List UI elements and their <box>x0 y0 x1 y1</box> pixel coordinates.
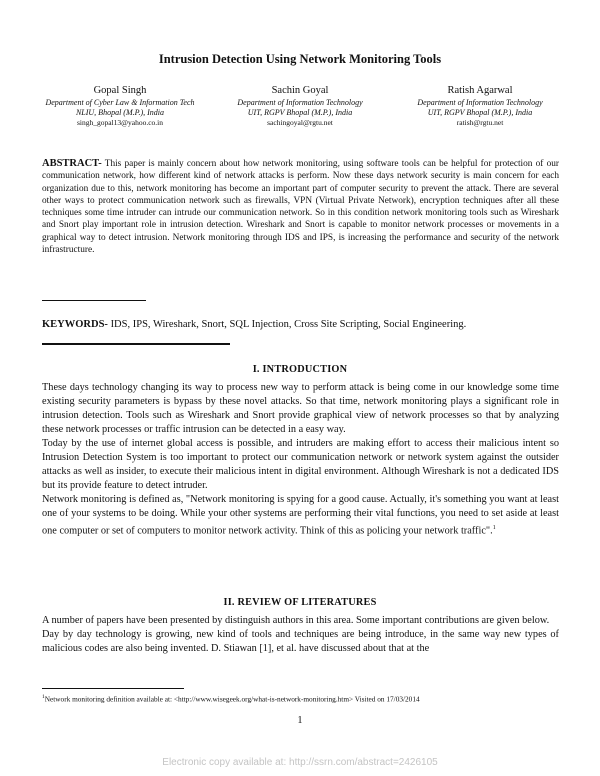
abstract-label: ABSTRACT- <box>42 158 102 169</box>
author-3 <box>390 84 570 128</box>
keywords-label: KEYWORDS- <box>42 319 108 330</box>
author-block <box>30 84 570 128</box>
author-dept: Department of Information Technology <box>417 98 543 107</box>
keywords <box>42 319 562 330</box>
author-2 <box>210 84 390 128</box>
divider-thick <box>42 343 230 345</box>
author-institution: UIT, RGPV Bhopal (M.P.), India <box>427 108 533 117</box>
footnote-ref: 1 <box>492 525 496 531</box>
author-email: ratish@rgtu.net <box>456 118 504 127</box>
author-name: Ratish Agarwal <box>447 85 513 96</box>
section-introduction-body <box>42 381 559 538</box>
footnote-mark: 1 <box>42 694 45 700</box>
author-name: Sachin Goyal <box>271 85 329 96</box>
footnote-text: Network monitoring definition available at: <http://www.wisegeek.org/what-is-network-monitoring.htm> Visited on 17/03/2014 <box>44 694 420 704</box>
paragraph-text: Network monitoring is defined as, "Network monitoring is spying for a good cause. Actually, it's something you want at least one of your systems to be doing. While your other systems are performing their vital functions, you need to set aside at least one computer or set of computers to monitor network activity. Think of this as policing your network traffic". <box>42 494 559 537</box>
author-1 <box>30 84 210 128</box>
author-dept: Department of Cyber Law & Information Tech <box>45 98 195 107</box>
author-email: sachingoyal@rgtu.net <box>267 118 333 127</box>
divider-short <box>42 300 146 301</box>
author-name: Gopal Singh <box>93 85 147 96</box>
paragraph <box>42 493 559 538</box>
keywords-text: IDS, IPS, Wireshark, Snort, SQL Injection, Cross Site Scripting, Social Engineering. <box>107 319 467 330</box>
section-review-body <box>42 614 559 656</box>
author-email: singh_gopal13@yahoo.co.in <box>76 118 164 127</box>
paragraph: These days technology changing its way to process new way to perform attack is being come in our knowledge some time existing security parameters is bypass by these novel attacks. So that time, network monitoring plays a significant role in intrusion detection. Tools such as Wireshark and Snort provide graphical view of network processes so that by analyzing these network processes or traffic intrusion can be detected in a easy way. <box>42 382 559 435</box>
footnote <box>42 694 562 703</box>
paragraph: A number of papers have been presented by distinguish authors in this area. Some important contributions are given below. <box>42 615 550 626</box>
abstract <box>42 158 559 256</box>
paper-title: Intrusion Detection Using Network Monitoring Tools <box>158 52 442 66</box>
section-heading-introduction: I. INTRODUCTION <box>252 364 348 375</box>
page-number: 1 <box>297 715 303 726</box>
section-heading-review: II. REVIEW OF LITERATURES <box>223 597 377 608</box>
paragraph: Today by the use of internet global access is possible, and intruders are making effort to access their malicious intent so Intrusion Detection System is too important to protect our communication network or network system against the outsider attacks as well as insider, to execute their malicious intent in digital environment. Although Wireshark is not a dedicated IDS but its provide feature to detect intruder. <box>42 438 559 491</box>
author-institution: NLIU, Bhopal (M.P.), India <box>75 108 165 117</box>
ssrn-watermark[interactable]: Electronic copy available at: http://ssrn.com/abstract=2426105 <box>162 757 438 768</box>
author-dept: Department of Information Technology <box>237 98 363 107</box>
paragraph: Day by day technology is growing, new kind of tools and techniques are being introduce, in the same way new types of malicious codes are also being invented. D. Stiawan [1], et al. have discussed about that at the <box>42 629 559 654</box>
footnote-rule <box>42 688 184 689</box>
abstract-text: This paper is mainly concern about how network monitoring, using software tools can be helpful for protection of our communication network, how different kind of network attacks is perform. Now these days network security is main concern for each organization due to this, network monitoring has become an important part of computer security to prevent the attack. There are several other ways to protect communication network such as firewalls, VPN (Virtual Private Network), encryption techniques after all these techniques some time intruder can intrude our communication network. So in this condition network monitoring tools such as Wireshark and Snort play important role in intrusion detection. Wireshark and Snort is capable to monitor network processes or movements in a graphical way to detect intrusion. Network monitoring through IDS and IPS, is increasing the performance and security of the network infrastructure. <box>42 159 559 256</box>
author-institution: UIT, RGPV Bhopal (M.P.), India <box>247 108 353 117</box>
